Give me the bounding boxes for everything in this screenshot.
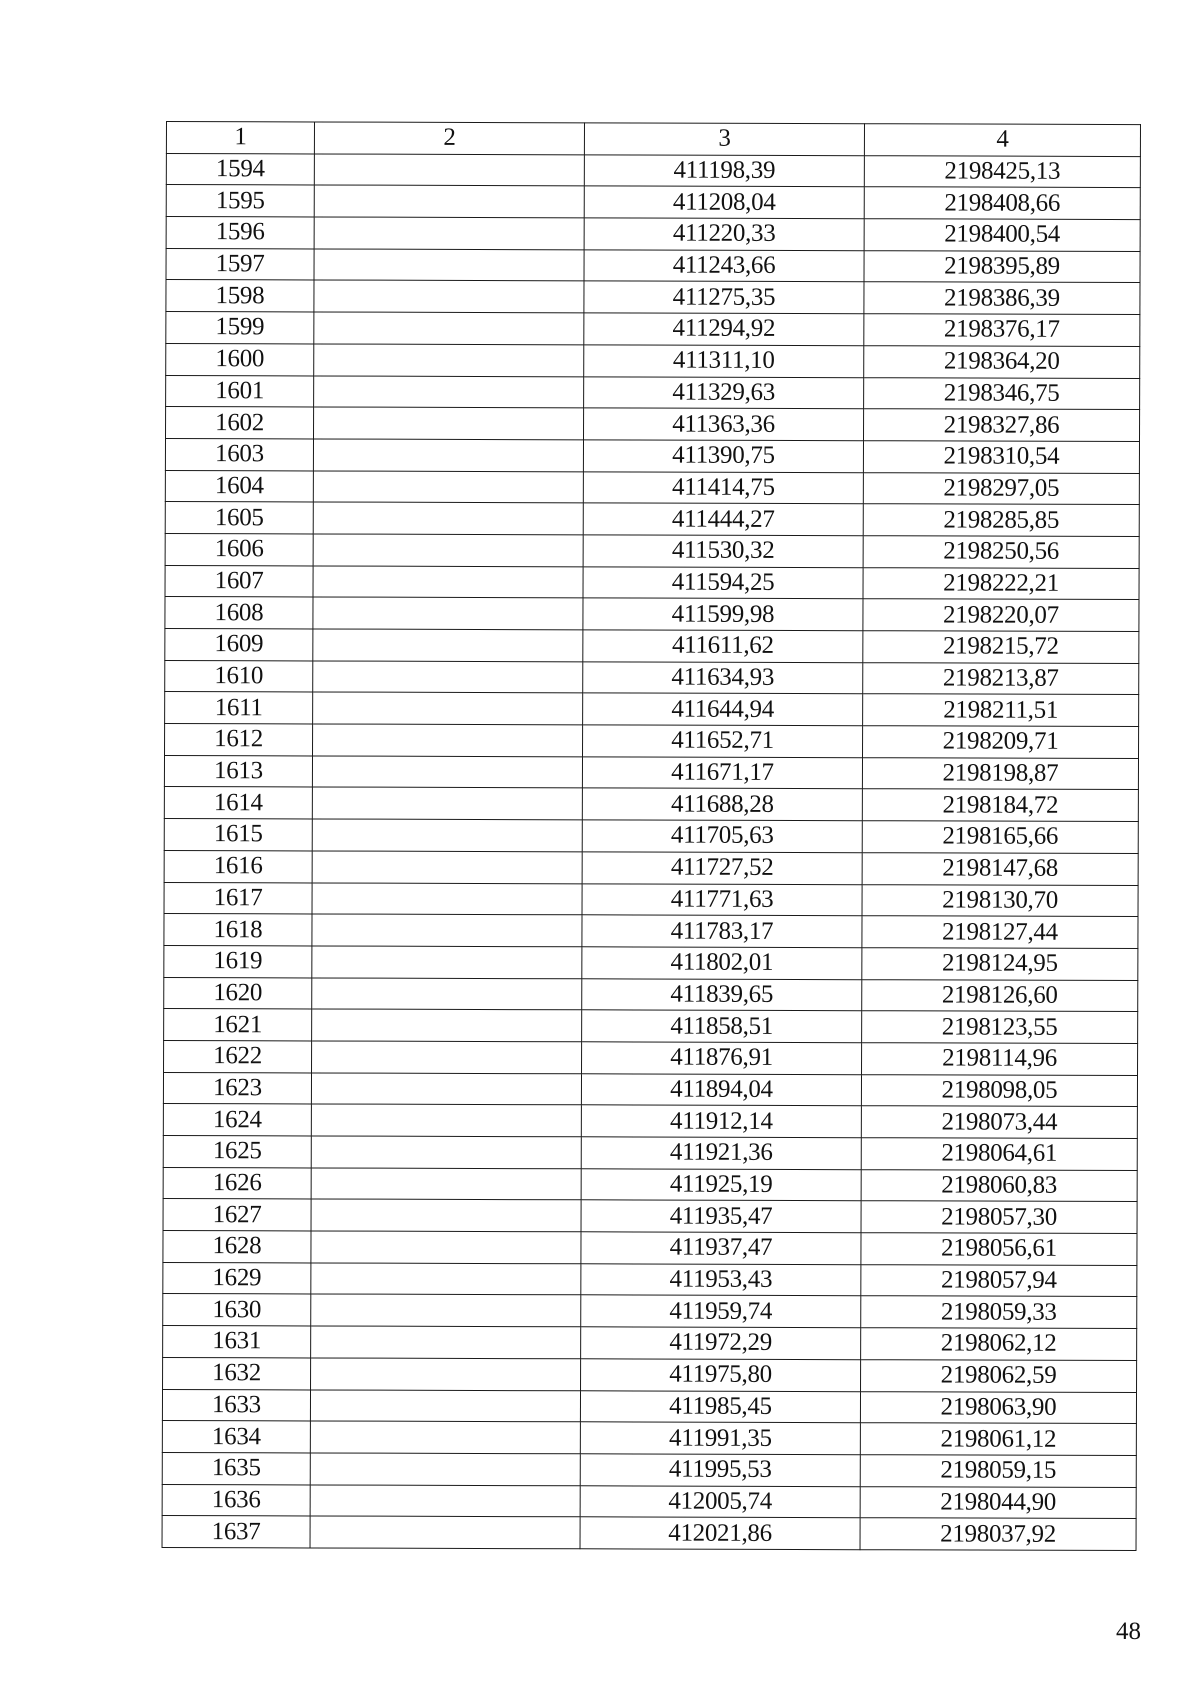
description-cell (313, 471, 583, 504)
x-coordinate-cell: 411953,43 (581, 1264, 861, 1297)
point-number-cell: 1606 (165, 533, 313, 565)
table-row (163, 1072, 1137, 1107)
point-number-cell: 1629 (163, 1262, 311, 1294)
description-cell (313, 439, 583, 472)
column-header: 2 (314, 122, 584, 155)
x-coordinate-cell: 411771,63 (582, 883, 862, 916)
x-coordinate-cell: 411611,62 (583, 630, 863, 663)
table-row (165, 470, 1139, 505)
x-coordinate-cell: 411671,17 (582, 757, 862, 790)
y-coordinate-cell: 2198400,54 (864, 219, 1140, 252)
point-number-cell: 1627 (163, 1199, 311, 1231)
x-coordinate-cell: 411972,29 (581, 1327, 861, 1360)
x-coordinate-cell: 411644,94 (583, 693, 863, 726)
y-coordinate-cell: 2198061,12 (860, 1423, 1136, 1456)
table-row (166, 248, 1140, 283)
table-row (165, 597, 1139, 632)
y-coordinate-cell: 2198059,15 (860, 1455, 1136, 1488)
x-coordinate-cell: 411985,45 (580, 1390, 860, 1423)
table-row (162, 1421, 1136, 1456)
description-cell (310, 1421, 580, 1454)
x-coordinate-cell: 411363,36 (584, 408, 864, 441)
description-cell (312, 1009, 582, 1042)
point-number-cell: 1617 (164, 882, 312, 914)
description-cell (313, 661, 583, 694)
table-row (162, 1389, 1136, 1424)
table-row (163, 1262, 1137, 1297)
description-cell (313, 597, 583, 630)
point-number-cell: 1615 (164, 819, 312, 851)
description-cell (312, 882, 582, 915)
point-number-cell: 1623 (163, 1072, 311, 1104)
y-coordinate-cell: 2198408,66 (864, 187, 1140, 220)
y-coordinate-cell: 2198198,87 (862, 757, 1138, 790)
description-cell (311, 1263, 581, 1296)
description-cell (311, 1358, 581, 1391)
y-coordinate-cell: 2198213,87 (863, 662, 1139, 695)
description-cell (311, 1326, 581, 1359)
x-coordinate-cell: 411594,25 (583, 566, 863, 599)
y-coordinate-cell: 2198127,44 (862, 916, 1138, 949)
y-coordinate-cell: 2198056,61 (861, 1233, 1137, 1266)
x-coordinate-cell: 411921,36 (581, 1137, 861, 1170)
point-number-cell: 1605 (165, 502, 313, 534)
point-number-cell: 1611 (165, 692, 313, 724)
y-coordinate-cell: 2198250,56 (863, 536, 1139, 569)
description-cell (314, 407, 584, 440)
table-row (164, 945, 1138, 980)
x-coordinate-cell: 411444,27 (583, 503, 863, 536)
x-coordinate-cell: 411414,75 (583, 471, 863, 504)
table-row (164, 914, 1138, 949)
coordinates-table (162, 121, 1141, 1551)
y-coordinate-cell: 2198327,86 (863, 409, 1139, 442)
y-coordinate-cell: 2198037,92 (860, 1518, 1136, 1551)
y-coordinate-cell: 2198073,44 (861, 1106, 1137, 1139)
column-header: 1 (166, 122, 314, 154)
y-coordinate-cell: 2198285,85 (863, 504, 1139, 537)
x-coordinate-cell: 411727,52 (582, 852, 862, 885)
y-coordinate-cell: 2198395,89 (864, 250, 1140, 283)
description-cell (312, 978, 582, 1011)
y-coordinate-cell: 2198114,96 (862, 1043, 1138, 1076)
x-coordinate-cell: 411959,74 (581, 1295, 861, 1328)
point-number-cell: 1594 (166, 153, 314, 185)
table-row (163, 1231, 1137, 1266)
x-coordinate-cell: 411858,51 (582, 1010, 862, 1043)
description-cell (313, 629, 583, 662)
x-coordinate-cell: 411705,63 (582, 820, 862, 853)
column-header: 3 (584, 123, 864, 156)
point-number-cell: 1635 (162, 1452, 310, 1484)
point-number-cell: 1610 (165, 660, 313, 692)
description-cell (314, 375, 584, 408)
point-number-cell: 1626 (163, 1167, 311, 1199)
x-coordinate-cell: 411294,92 (584, 313, 864, 346)
table-row (165, 438, 1139, 473)
table-row (164, 1040, 1138, 1075)
y-coordinate-cell: 2198346,75 (864, 377, 1140, 410)
table-row (166, 280, 1140, 315)
y-coordinate-cell: 2198310,54 (863, 441, 1139, 474)
table-row (163, 1357, 1137, 1392)
point-number-cell: 1601 (166, 375, 314, 407)
y-coordinate-cell: 2198098,05 (861, 1074, 1137, 1107)
y-coordinate-cell: 2198057,30 (861, 1201, 1137, 1234)
y-coordinate-cell: 2198062,12 (861, 1328, 1137, 1361)
point-number-cell: 1602 (166, 407, 314, 439)
x-coordinate-cell: 411975,80 (581, 1359, 861, 1392)
y-coordinate-cell: 2198211,51 (863, 694, 1139, 727)
table-row (164, 755, 1138, 790)
table-row (164, 977, 1138, 1012)
description-cell (311, 1136, 581, 1169)
x-coordinate-cell: 411390,75 (583, 440, 863, 473)
y-coordinate-cell: 2198057,94 (861, 1264, 1137, 1297)
description-cell (310, 1485, 580, 1518)
point-number-cell: 1637 (162, 1516, 310, 1548)
description-cell (314, 344, 584, 377)
x-coordinate-cell: 411208,04 (584, 186, 864, 219)
table-row (165, 724, 1139, 759)
point-number-cell: 1624 (163, 1104, 311, 1136)
y-coordinate-cell: 2198126,60 (862, 979, 1138, 1012)
point-number-cell: 1604 (165, 470, 313, 502)
description-cell (312, 1041, 582, 1074)
point-number-cell: 1609 (165, 628, 313, 660)
description-cell (311, 1199, 581, 1232)
table-row (165, 502, 1139, 537)
point-number-cell: 1632 (163, 1357, 311, 1389)
x-coordinate-cell: 412021,86 (580, 1517, 860, 1550)
x-coordinate-cell: 411275,35 (584, 281, 864, 314)
description-cell (313, 724, 583, 757)
table-row (164, 882, 1138, 917)
y-coordinate-cell: 2198123,55 (862, 1011, 1138, 1044)
table-header-row (166, 122, 1140, 157)
point-number-cell: 1599 (166, 312, 314, 344)
table-row (166, 153, 1140, 188)
y-coordinate-cell: 2198147,68 (862, 853, 1138, 886)
description-cell (313, 534, 583, 567)
x-coordinate-cell: 411311,10 (584, 345, 864, 378)
description-cell (314, 312, 584, 345)
y-coordinate-cell: 2198364,20 (864, 346, 1140, 379)
y-coordinate-cell: 2198425,13 (864, 155, 1140, 188)
y-coordinate-cell: 2198215,72 (863, 631, 1139, 664)
point-number-cell: 1619 (164, 945, 312, 977)
table-row (165, 692, 1139, 727)
y-coordinate-cell: 2198062,59 (861, 1360, 1137, 1393)
description-cell (314, 249, 584, 282)
table-row (166, 217, 1140, 252)
table-row (166, 343, 1140, 378)
x-coordinate-cell: 411220,33 (584, 218, 864, 251)
y-coordinate-cell: 2198044,90 (860, 1486, 1136, 1519)
description-cell (312, 914, 582, 947)
y-coordinate-cell: 2198063,90 (860, 1391, 1136, 1424)
description-cell (313, 692, 583, 725)
table-row (165, 628, 1139, 663)
point-number-cell: 1596 (166, 217, 314, 249)
table-row (164, 1009, 1138, 1044)
x-coordinate-cell: 411935,47 (581, 1200, 861, 1233)
description-cell (312, 946, 582, 979)
description-cell (312, 819, 582, 852)
description-cell (314, 280, 584, 313)
table-row (162, 1484, 1136, 1519)
point-number-cell: 1600 (166, 343, 314, 375)
table-row (165, 660, 1139, 695)
table-row (164, 787, 1138, 822)
x-coordinate-cell: 411652,71 (583, 725, 863, 758)
y-coordinate-cell: 2198064,61 (861, 1138, 1137, 1171)
table-row (163, 1326, 1137, 1361)
description-cell (313, 502, 583, 535)
description-cell (310, 1516, 580, 1549)
table-row (162, 1452, 1136, 1487)
x-coordinate-cell: 411530,32 (583, 535, 863, 568)
x-coordinate-cell: 411243,66 (584, 250, 864, 283)
x-coordinate-cell: 411783,17 (582, 915, 862, 948)
x-coordinate-cell: 411937,47 (581, 1232, 861, 1265)
point-number-cell: 1612 (165, 724, 313, 756)
description-cell (311, 1104, 581, 1137)
page-number: 48 (1116, 1618, 1141, 1645)
table-row (164, 850, 1138, 885)
column-header: 4 (864, 124, 1140, 157)
y-coordinate-cell: 2198059,33 (861, 1296, 1137, 1329)
table-row (163, 1104, 1137, 1139)
x-coordinate-cell: 411599,98 (583, 598, 863, 631)
description-cell (310, 1453, 580, 1486)
y-coordinate-cell: 2198220,07 (863, 599, 1139, 632)
y-coordinate-cell: 2198386,39 (864, 282, 1140, 315)
description-cell (312, 787, 582, 820)
point-number-cell: 1625 (163, 1135, 311, 1167)
description-cell (311, 1073, 581, 1106)
table-row (162, 1516, 1136, 1551)
x-coordinate-cell: 411991,35 (580, 1422, 860, 1455)
x-coordinate-cell: 411198,39 (584, 155, 864, 188)
point-number-cell: 1607 (165, 565, 313, 597)
x-coordinate-cell: 411839,65 (582, 978, 862, 1011)
table-row (166, 185, 1140, 220)
y-coordinate-cell: 2198222,21 (863, 567, 1139, 600)
table-body (162, 122, 1140, 1551)
y-coordinate-cell: 2198184,72 (862, 789, 1138, 822)
description-cell (310, 1389, 580, 1422)
point-number-cell: 1628 (163, 1231, 311, 1263)
description-cell (314, 217, 584, 250)
x-coordinate-cell: 411329,63 (584, 376, 864, 409)
table-row (165, 533, 1139, 568)
point-number-cell: 1597 (166, 248, 314, 280)
y-coordinate-cell: 2198165,66 (862, 821, 1138, 854)
x-coordinate-cell: 411802,01 (582, 947, 862, 980)
description-cell (314, 185, 584, 218)
x-coordinate-cell: 411894,04 (581, 1073, 861, 1106)
description-cell (312, 851, 582, 884)
y-coordinate-cell: 2198130,70 (862, 884, 1138, 917)
table-row (164, 819, 1138, 854)
point-number-cell: 1620 (164, 977, 312, 1009)
point-number-cell: 1630 (163, 1294, 311, 1326)
table-row (166, 312, 1140, 347)
point-number-cell: 1616 (164, 850, 312, 882)
y-coordinate-cell: 2198209,71 (863, 726, 1139, 759)
description-cell (314, 154, 584, 187)
point-number-cell: 1636 (162, 1484, 310, 1516)
point-number-cell: 1613 (164, 755, 312, 787)
point-number-cell: 1595 (166, 185, 314, 217)
point-number-cell: 1603 (165, 438, 313, 470)
description-cell (311, 1231, 581, 1264)
y-coordinate-cell: 2198124,95 (862, 948, 1138, 981)
table-row (165, 565, 1139, 600)
x-coordinate-cell: 411688,28 (582, 788, 862, 821)
x-coordinate-cell: 411912,14 (581, 1105, 861, 1138)
description-cell (311, 1294, 581, 1327)
x-coordinate-cell: 411876,91 (582, 1042, 862, 1075)
table-row (166, 407, 1140, 442)
point-number-cell: 1598 (166, 280, 314, 312)
point-number-cell: 1622 (164, 1040, 312, 1072)
table-row (163, 1135, 1137, 1170)
y-coordinate-cell: 2198297,05 (863, 472, 1139, 505)
x-coordinate-cell: 411634,93 (583, 661, 863, 694)
point-number-cell: 1631 (163, 1326, 311, 1358)
point-number-cell: 1614 (164, 787, 312, 819)
x-coordinate-cell: 411995,53 (580, 1454, 860, 1487)
point-number-cell: 1634 (162, 1421, 310, 1453)
y-coordinate-cell: 2198376,17 (864, 314, 1140, 347)
table-row (166, 375, 1140, 410)
table-row (163, 1167, 1137, 1202)
description-cell (312, 756, 582, 789)
point-number-cell: 1633 (162, 1389, 310, 1421)
point-number-cell: 1608 (165, 597, 313, 629)
table-row (163, 1294, 1137, 1329)
x-coordinate-cell: 411925,19 (581, 1168, 861, 1201)
description-cell (311, 1168, 581, 1201)
y-coordinate-cell: 2198060,83 (861, 1169, 1137, 1202)
point-number-cell: 1618 (164, 914, 312, 946)
description-cell (313, 566, 583, 599)
x-coordinate-cell: 412005,74 (580, 1485, 860, 1518)
table-row (163, 1199, 1137, 1234)
point-number-cell: 1621 (164, 1009, 312, 1041)
